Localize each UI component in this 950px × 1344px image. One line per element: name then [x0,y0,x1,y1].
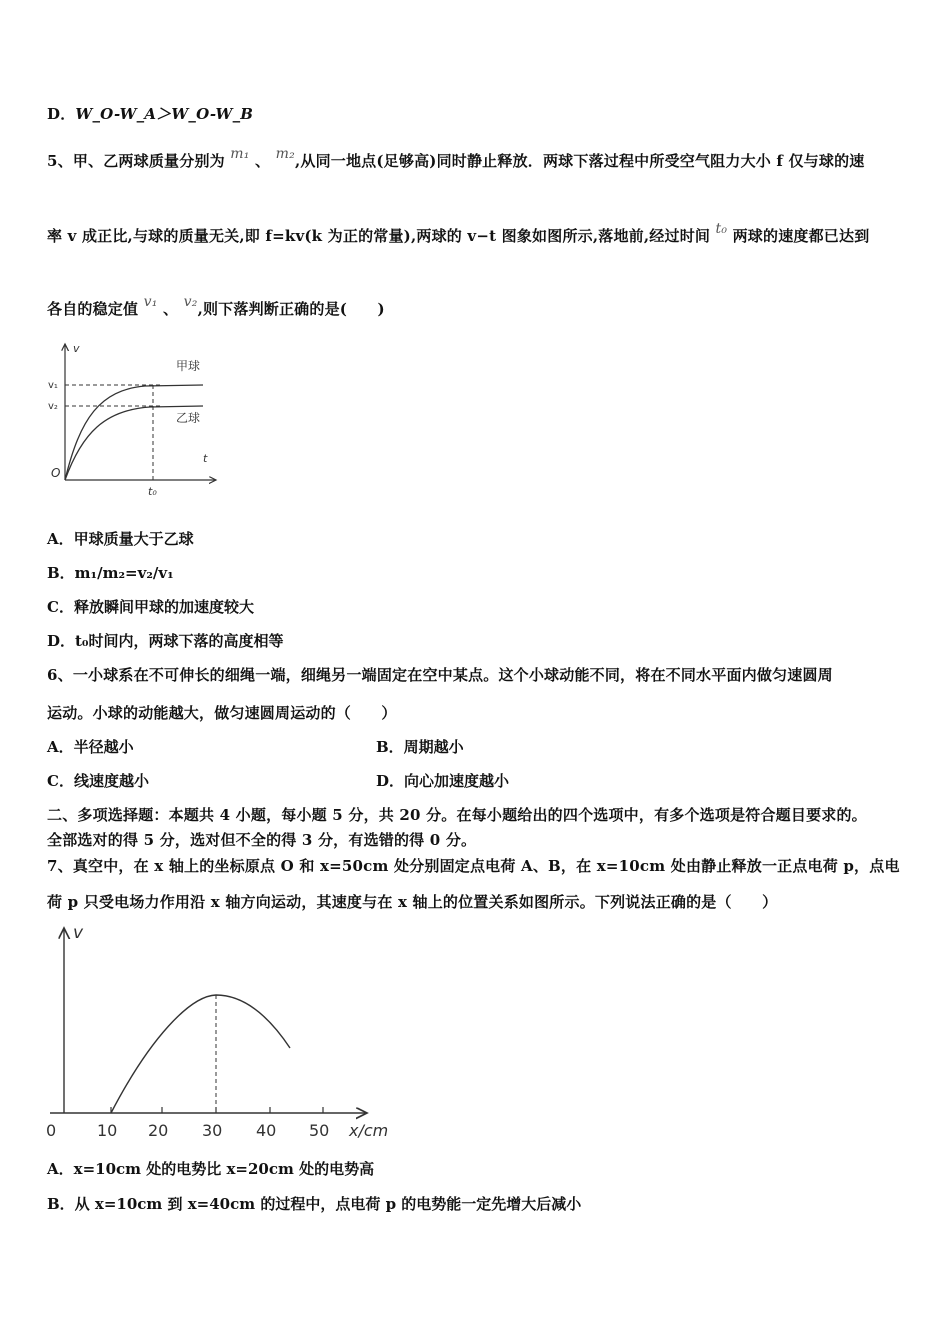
q5-v2-symbol: v₂ [183,294,198,310]
q5-option-b[interactable]: B．m₁/m₂=v₂/v₁ [47,564,174,582]
q7-option-b[interactable]: B．从 x=10cm 到 x=40cm 的过程中，点电荷 p 的电势能一定先增大后减小 [47,1195,582,1213]
q5-m2-symbol: m₂ [275,146,295,162]
q7-tick-50: 50 [309,1121,330,1140]
q5-sep2: 、 [163,300,179,318]
section2-line2: 全部选对的得 5 分，选对但不全的得 3 分，有选错的得 0 分。 [47,831,477,849]
q5-option-a[interactable]: A．甲球质量大于乙球 [47,530,194,548]
q5-v2-tick: v₂ [48,401,58,412]
q5-line3 [47,294,385,319]
q7-x-axis-label: x/cm [349,1121,389,1140]
q7-tick-marks [111,1107,323,1113]
q6-option-b[interactable]: B．周期越小 [376,738,464,756]
q5-option-d[interactable]: D．t₀时间内，两球下落的高度相等 [47,632,284,650]
q6-option-d[interactable]: D．向心加速度越小 [376,772,510,790]
q6-option-a[interactable]: A．半径越小 [47,738,134,756]
q5-sep1: 、 [255,152,271,170]
q5-x-axis-label: t [203,452,208,465]
q5-line2 [47,221,870,246]
q5-line1-b: ,从同一地点(足够高)同时静止释放．两球下落过程中所受空气阻力大小 f 仅与球的速 [294,152,865,170]
q5-option-c[interactable]: C．释放瞬间甲球的加速度较大 [47,598,254,616]
q5-v1-tick: v₁ [48,380,58,391]
q7-tick-30: 30 [202,1121,223,1140]
q7-tick-10: 10 [97,1121,118,1140]
q7-tick-40: 40 [256,1121,277,1140]
q5-m1-symbol: m₁ [230,146,250,162]
q5-line2-b: 两球的速度都已达到 [732,227,870,245]
q6-option-c[interactable]: C．线速度越小 [47,772,149,790]
q5-line3-a: 各自的稳定值 [47,300,139,318]
q5-line2-a: 率 v 成正比,与球的质量无关,即 f=kv(k 为正的常量),两球的 v−t 图象如图所示,落地前,经过时间 [47,227,711,245]
q5-vt-graph [40,338,230,503]
q7-option-a[interactable]: A．x=10cm 处的电势比 x=20cm 处的电势高 [47,1160,375,1178]
q7-y-axis-label: v [73,923,84,943]
q5-v1-symbol: v₁ [143,294,158,310]
q7-velocity-curve [111,995,290,1113]
q7-vx-graph [40,918,400,1148]
q4-option-d [47,103,253,124]
q5-t0-symbol: t₀ [715,221,728,237]
q5-t0-tick: t₀ [148,485,157,498]
q6-line1: 6、一小球系在不可伸长的细绳一端，细绳另一端固定在空中某点。这个小球动能不同，将在不同水平面内做匀速圆周 [47,666,833,684]
q7-line1: 7、真空中，在 x 轴上的坐标原点 O 和 x=50cm 处分别固定点电荷 A、B，在 x=10cm 处由静止释放一正点电荷 p，点电 [47,857,900,875]
q5-line1-a: 5、甲、乙两球质量分别为 [47,152,225,170]
q5-curve-yi-label: 乙球 [176,411,201,425]
q4-option-d-text: W_O-W_A＞W_O-W_B [75,105,254,123]
q7-tick-0: 0 [46,1121,57,1140]
q5-curve-jia [65,385,203,480]
q5-line1 [47,146,865,171]
q6-line2: 运动。小球的动能越大，做匀速圆周运动的（ ） [47,704,397,722]
q4-option-d-label: D． [47,105,76,123]
q5-curve-jia-label: 甲球 [176,359,201,373]
q5-y-axis-label: v [73,342,80,355]
q5-origin-label: O [51,466,61,480]
section2-line1: 二、多项选择题：本题共 4 小题，每小题 5 分，共 20 分。在每小题给出的四个选项中，有多个选项是符合题目要求的。 [47,806,867,824]
q7-line2: 荷 p 只受电场力作用沿 x 轴方向运动，其速度与在 x 轴上的位置关系如图所示。下列说法正确的是（ ） [47,893,778,911]
q7-tick-20: 20 [148,1121,169,1140]
q5-line3-b: ,则下落判断正确的是( ) [197,300,385,318]
